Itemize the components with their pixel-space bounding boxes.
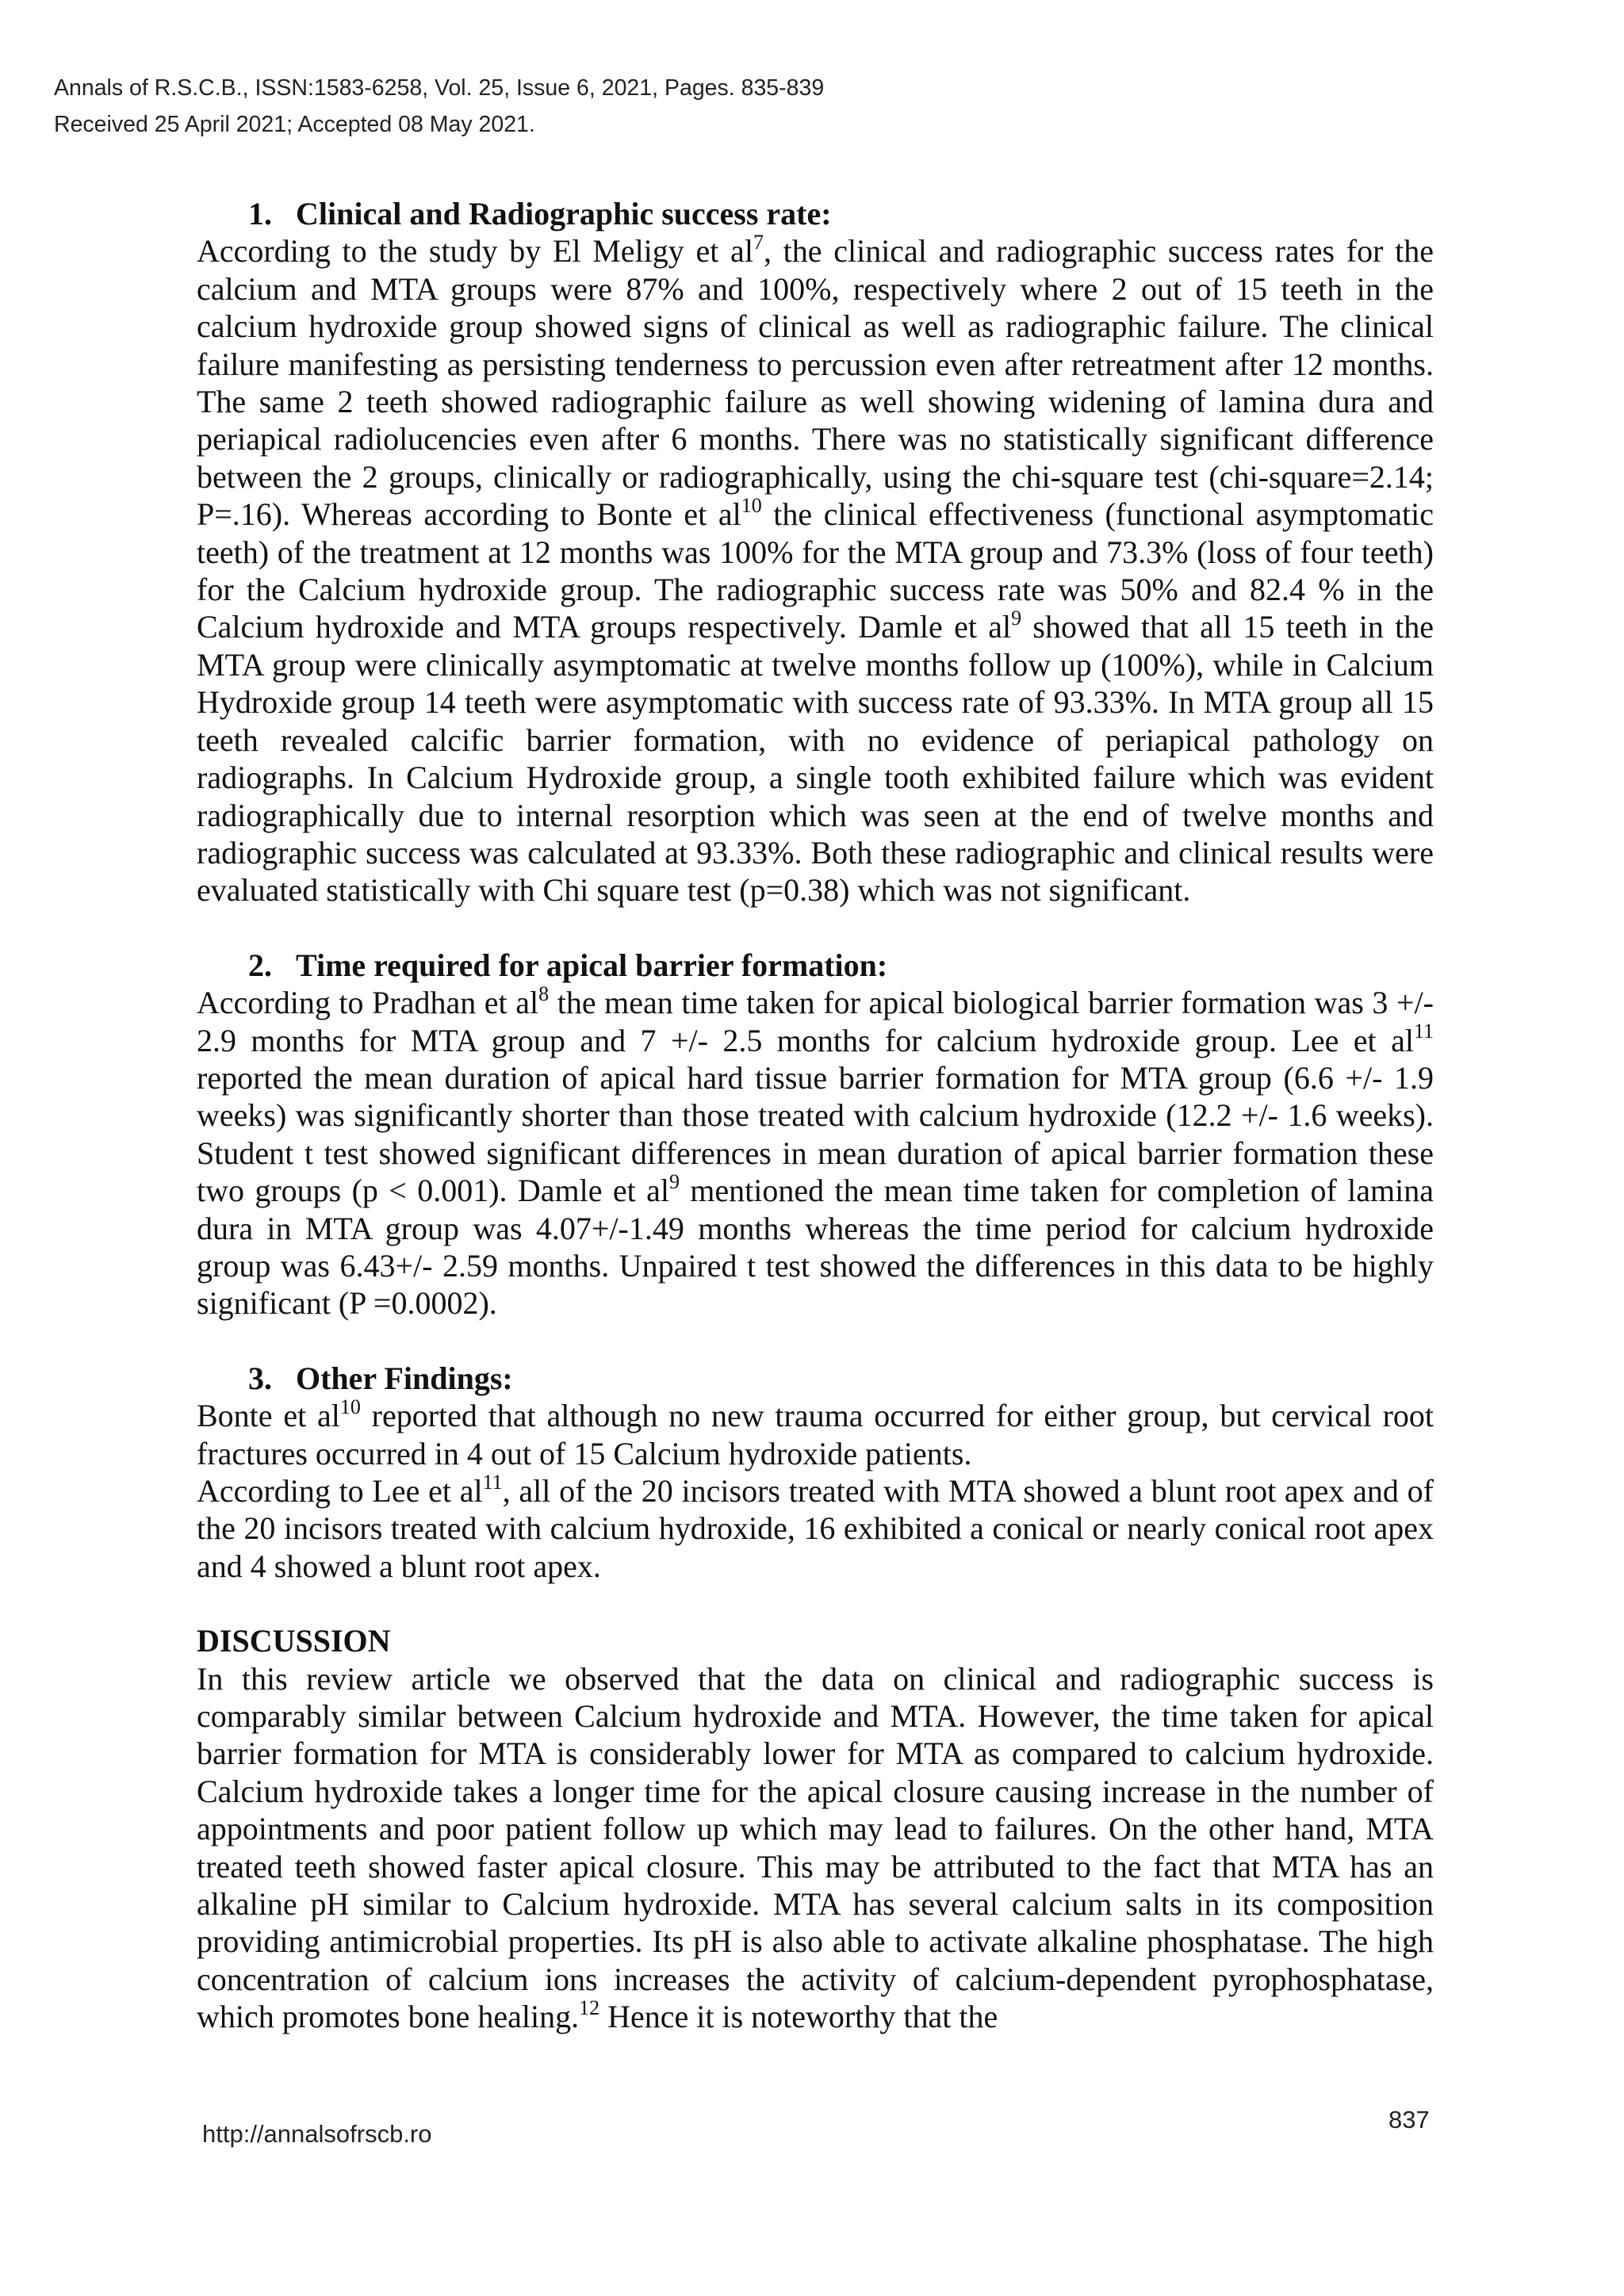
section-title: Other Findings:: [296, 1360, 513, 1396]
article-body: [197, 195, 1434, 2036]
journal-citation: Annals of R.S.C.B., ISSN:1583-6258, Vol. 25, Issue 6, 2021, Pages. 835-839: [54, 75, 825, 101]
footer-url: http://annalsofrscb.ro: [202, 2120, 432, 2148]
discussion-paragraph: In this review article we observed that the data on clinical and radiographic success is comparably similar between Calcium hydroxide and MTA. However, the time taken for apical barrier formation for MTA is considerably lower for MTA as compared to calcium hydroxide. Calcium hydroxide takes a longer time for the apical closure causing increase in the number of appointments and poor patient follow up which may lead to failures. On the other hand, MTA treated teeth showed faster apical closure. This may be attributed to the fact that MTA has an alkaline pH similar to Calcium hydroxide. MTA has several calcium salts in its composition providing antimicrobial properties. Its pH is also able to activate alkaline phosphatase. The high concentration of calcium ions increases the activity of calcium-dependent pyrophosphatase, which promotes bone healing.$^{12}$ Hence it is noteworthy that the: [197, 1660, 1434, 2035]
section-heading-2: [197, 947, 1434, 984]
section-heading-3: [197, 1360, 1434, 1397]
section-number: 2.: [248, 947, 272, 983]
section-2-paragraph: According to Pradhan et $al^8$ the mean time taken for apical biological barrier formation was 3 +/- 2.9 months for MTA group and 7 +/- 2.5 months for calcium hydroxide group. Lee et $al^{11}$ reported the mean duration of apical hard tissue barrier formation for MTA group (6.6 +/- 1.9 weeks) was significantly shorter than those treated with calcium hydroxide (12.2 +/- 1.6 weeks). Student t test showed significant differences in mean duration of apical barrier formation these two groups (p < 0.001). Damle et $al^9$ mentioned the mean time taken for completion of lamina dura in MTA group was 4.07+/-1.49 months whereas the time period for calcium hydroxide group was 6.43+/- 2.59 months. Unpaired t test showed the differences in this data to be highly significant (P =0.0002).: [197, 982, 1434, 1322]
section-title: Clinical and Radiographic success rate:: [296, 196, 832, 232]
section-title: Time required for apical barrier formation:: [296, 947, 888, 983]
running-header: [54, 70, 824, 143]
section-3-paragraph-2: According to Lee et $al^{11}$, all of the 20 incisors treated with MTA showed a blunt root apex and of the 20 incisors treated with calcium hydroxide, 16 exhibited a conical or nearly conical root apex and 4 showed a blunt root apex.: [197, 1470, 1434, 1584]
received-accepted-dates: Received 25 April 2021; Accepted 08 May 2021.: [54, 112, 535, 137]
discussion-heading: DISCUSSION: [197, 1623, 391, 1659]
section-3-paragraph-1: Bonte et $al^{10}$ reported that although no new trauma occurred for either group, but cervical root fractures occurred in 4 out of 15 Calcium hydroxide patients.: [197, 1395, 1434, 1471]
section-heading-1: [197, 195, 1434, 232]
section-1-paragraph: According to the study by El Meligy et $al^7$, the clinical and radiographic success rates for the calcium and MTA groups were 87% and 100%, respectively where 2 out of 15 teeth in the calcium hydroxide group showed signs of clinical as well as radiographic failure. The clinical failure manifesting as persisting tenderness to percussion even after retreatment after 12 months. The same 2 teeth showed radiographic failure as well showing widening of lamina dura and periapical radiolucencies even after 6 months. There was no statistically significant difference between the 2 groups, clinically or radiographically, using the chi-square test (chi-square=2.14; P=.16). Whereas according to Bonte et $al^{10}$ the clinical effectiveness (functional asymptomatic teeth) of the treatment at 12 months was 100% for the MTA group and 73.3% (loss of four teeth) for the Calcium hydroxide group. The radiographic success rate was 50% and 82.4 % in the Calcium hydroxide and MTA groups respectively. Damle et $al^9$ showed that all 15 teeth in the MTA group were clinically asymptomatic at twelve months follow up (100%), while in Calcium Hydroxide group 14 teeth were asymptomatic with success rate of 93.33%. In MTA group all 15 teeth revealed calcific barrier formation, with no evidence of periapical pathology on radiographs. In Calcium Hydroxide group, a single tooth exhibited failure which was evident radiographically due to internal resorption which was seen at the end of twelve months and radiographic success was calculated at 93.33%. Both these radiographic and clinical results were evaluated statistically with Chi square test (p=0.38) which was not significant.: [197, 231, 1434, 909]
page-number: 837: [1388, 2106, 1430, 2133]
section-number: 3.: [248, 1360, 272, 1396]
section-number: 1.: [248, 196, 272, 232]
